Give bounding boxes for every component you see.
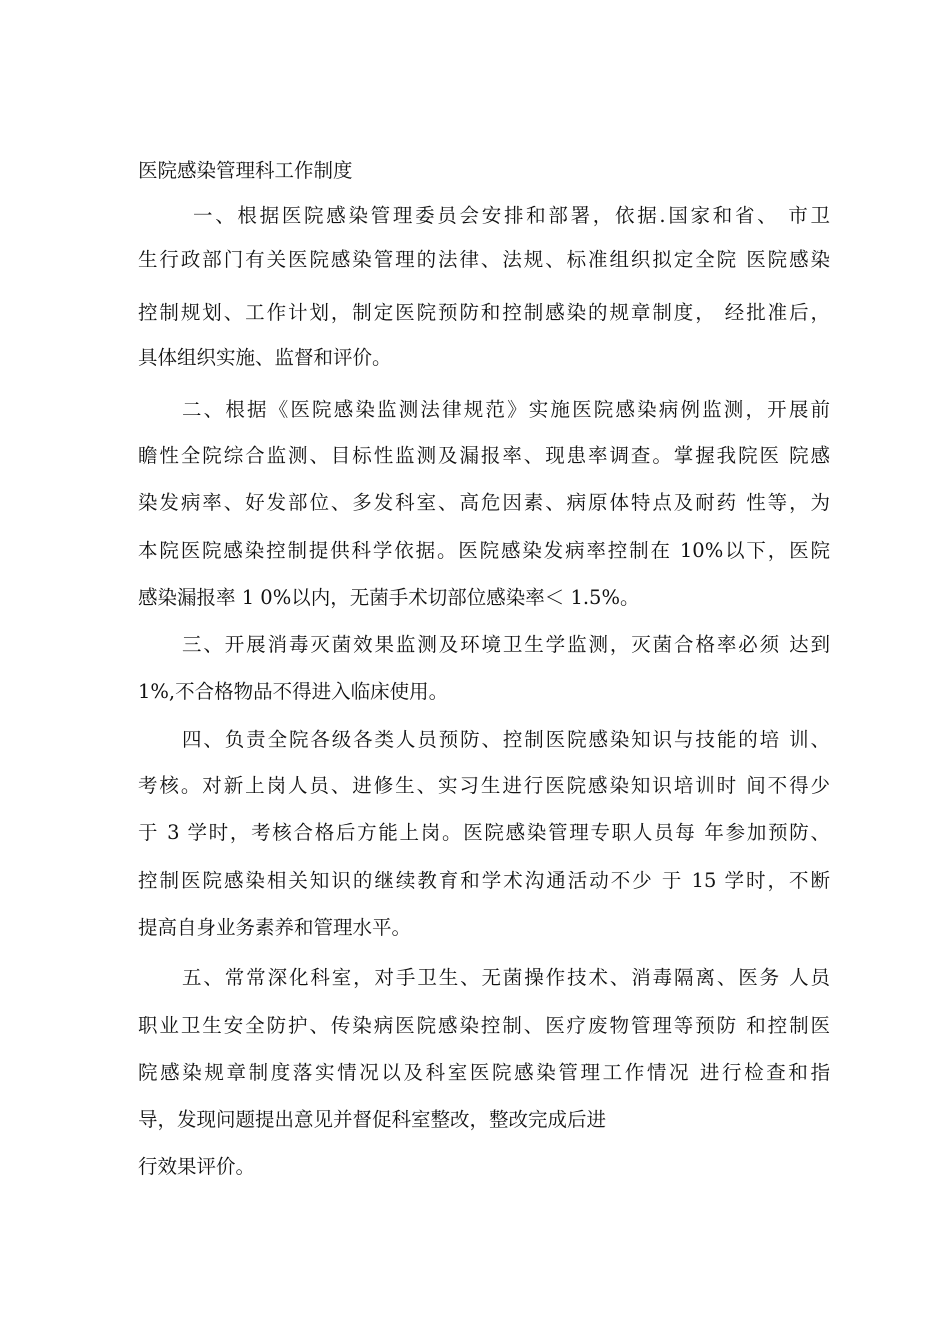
paragraph-2-line-1: 二、根据《医院感染监测法律规范》实施医院感染病例监测，开展前 [182, 398, 830, 421]
document-title: 医院感染管理科工作制度 [138, 159, 353, 182]
paragraph-1-line-1: 一、根据医院感染管理委员会安排和部署，依据.国家和省、 市卫 [193, 204, 830, 227]
paragraph-1-line-3: 控制规划、工作计划，制定医院预防和控制感染的规章制度， 经批准后， [138, 301, 830, 324]
paragraph-3-line-1: 三、开展消毒灭菌效果监测及环境卫生学监测，灭菌合格率必须 达到 [182, 633, 830, 656]
paragraph-5-line-1: 五、常常深化科室，对手卫生、无菌操作技术、消毒隔离、医务 人员 [182, 966, 830, 989]
paragraph-4-line-1: 四、负责全院各级各类人员预防、控制医院感染知识与技能的培 训、 [182, 728, 830, 751]
paragraph-1-line-2: 生行政部门有关医院感染管理的法律、法规、标准组织拟定全院 医院感染 [138, 248, 830, 271]
paragraph-2-line-5: 感染漏报率 1 0%以内，无菌手术切部位感染率＜ 1.5%。 [138, 586, 640, 609]
paragraph-4-line-4: 控制医院感染相关知识的继续教育和学术沟通活动不少 于 15 学时，不断 [138, 869, 830, 892]
paragraph-1-line-4: 具体组织实施、监督和评价。 [138, 346, 392, 369]
paragraph-4-line-2: 考核。对新上岗人员、进修生、实习生进行医院感染知识培训时 间不得少 [138, 774, 830, 797]
paragraph-4-line-3: 于 3 学时，考核合格后方能上岗。医院感染管理专职人员每 年参加预防、 [138, 821, 830, 844]
paragraph-3-line-2: 1%,不合格物品不得进入临床使用。 [138, 680, 449, 703]
paragraph-2-line-4: 本院医院感染控制提供科学依据。医院感染发病率控制在 10%以下，医院 [138, 539, 830, 562]
paragraph-2-line-3: 染发病率、好发部位、多发科室、高危因素、病原体特点及耐药 性等，为 [138, 491, 830, 514]
paragraph-5-line-2: 职业卫生安全防护、传染病医院感染控制、医疗废物管理等预防 和控制医 [138, 1014, 830, 1037]
paragraph-5-line-5: 行效果评价。 [138, 1155, 256, 1178]
paragraph-4-line-5: 提高自身业务素养和管理水平。 [138, 916, 412, 939]
paragraph-5-line-4: 导，发现问题提出意见并督促科室整改，整改完成后进 [138, 1108, 607, 1131]
paragraph-5-line-3: 院感染规章制度落实情况以及科室医院感染管理工作情况 进行检查和指 [138, 1061, 830, 1084]
paragraph-2-line-2: 瞻性全院综合监测、目标性监测及漏报率、现患率调查。掌握我院医 院感 [138, 444, 830, 467]
